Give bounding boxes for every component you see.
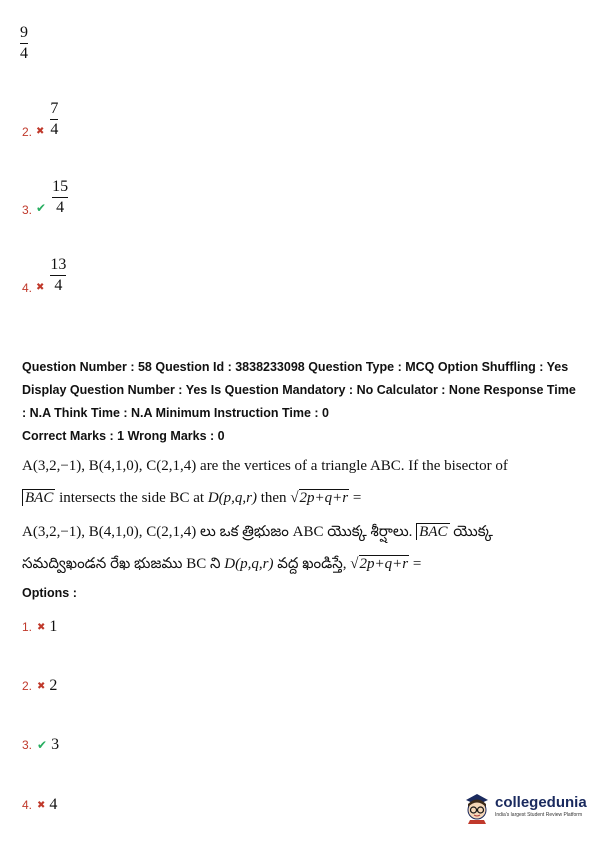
correct-icon: ✔ [36, 201, 47, 215]
radicand-expr: 2p+q+r [299, 490, 349, 506]
option-1[interactable] [22, 618, 57, 636]
fraction-bar [50, 119, 58, 120]
fraction-bar [20, 43, 28, 44]
logo-wordmark: collegedunia [495, 794, 587, 811]
point-expr: D(p,q,r) [224, 556, 274, 572]
question-te-line-2 [22, 556, 421, 576]
wrong-icon: ✖ [36, 126, 45, 137]
fraction-denominator: 4 [20, 45, 28, 62]
fraction-denominator: 4 [54, 277, 63, 294]
top-fraction [20, 24, 28, 63]
equals-sign: = [409, 556, 422, 572]
question-text-te: యొక్క [449, 524, 493, 540]
option-value: 2 [49, 677, 58, 694]
fraction-bar [50, 275, 66, 276]
question-text-te: సమద్విఖండన రేఖ భుజము BC ని [22, 556, 225, 572]
marks-line: Correct Marks : 1 Wrong Marks : 0 [22, 429, 225, 443]
fraction-denominator: 4 [56, 199, 65, 216]
radicand-expr: 2p+q+r [359, 556, 409, 572]
meta-line-1: Question Number : 58 Question Id : 3838233098 Question Type : MCQ Option Shuffling : Yes [22, 360, 569, 374]
option-fraction [50, 100, 58, 139]
vertices-expr: A(3,2,−1), B(4,1,0), C(2,1,4) [22, 524, 197, 540]
collegedunia-logo [462, 790, 587, 824]
option-number: 1. [22, 620, 33, 634]
option-number: 4. [22, 281, 33, 295]
wrong-icon: ✖ [37, 799, 46, 811]
question-text-te: వద్ద ఖండిస్తే, [273, 556, 351, 572]
point-expr: D(p,q,r) [207, 490, 257, 506]
radicand [359, 555, 410, 572]
question-text: intersects the side BC at [55, 490, 208, 506]
wrong-icon: ✖ [36, 282, 45, 293]
angle-symbol [22, 489, 55, 506]
then-text: then [256, 490, 291, 506]
meta-line-2: Display Question Number : Yes Is Question Mandatory : No Calculator : None Response Time [22, 383, 576, 397]
correct-icon: ✔ [37, 738, 48, 752]
angle-label: BAC [25, 490, 54, 506]
option-number: 2. [22, 125, 33, 139]
question-text: are the vertices of a triangle ABC. If the bisector of [196, 458, 508, 474]
option-fraction [52, 178, 68, 217]
equals-sign: = [349, 490, 362, 506]
prev-option-3[interactable] [22, 178, 68, 217]
question-te-line-1 [22, 524, 493, 544]
option-4[interactable] [22, 796, 57, 814]
logo-tagline: India's largest Student Review Platform [495, 812, 583, 818]
mascot-icon [462, 790, 492, 824]
options-label: Options : [22, 586, 77, 600]
fraction-denominator: 4 [50, 121, 59, 138]
question-en-line-1 [22, 458, 508, 475]
fraction-bar [52, 197, 68, 198]
wrong-icon: ✖ [37, 680, 46, 692]
option-value: 4 [49, 796, 58, 813]
option-2[interactable] [22, 677, 57, 695]
question-text-te: లు ఒక త్రిభుజం ABC యొక్క శీర్షాలు. [196, 524, 417, 540]
sqrt-sign: √ [290, 490, 299, 506]
sqrt-sign: √ [350, 556, 359, 572]
fraction-numerator: 7 [50, 100, 59, 117]
option-value: 3 [51, 736, 60, 753]
option-3[interactable] [22, 736, 59, 754]
option-number: 3. [22, 203, 33, 217]
fraction-numerator: 13 [50, 256, 67, 273]
angle-symbol [416, 523, 449, 540]
angle-label: BAC [419, 524, 448, 540]
fraction-numerator: 9 [20, 24, 28, 41]
wrong-icon: ✖ [37, 621, 46, 633]
fraction-numerator: 15 [52, 178, 69, 195]
question-meta [22, 356, 582, 448]
option-value: 1 [49, 618, 58, 635]
prev-option-4[interactable] [22, 256, 66, 295]
option-number: 2. [22, 679, 33, 693]
logo-text [495, 795, 587, 819]
radicand [299, 489, 350, 506]
option-number: 3. [22, 738, 33, 752]
prev-option-2[interactable] [22, 100, 58, 139]
option-number: 4. [22, 798, 33, 812]
meta-line-3: : N.A Think Time : N.A Minimum Instruction Time : 0 [22, 406, 329, 420]
question-en-line-2 [22, 490, 361, 507]
vertices-expr: A(3,2,−1), B(4,1,0), C(2,1,4) [22, 458, 197, 474]
option-fraction [50, 256, 66, 295]
